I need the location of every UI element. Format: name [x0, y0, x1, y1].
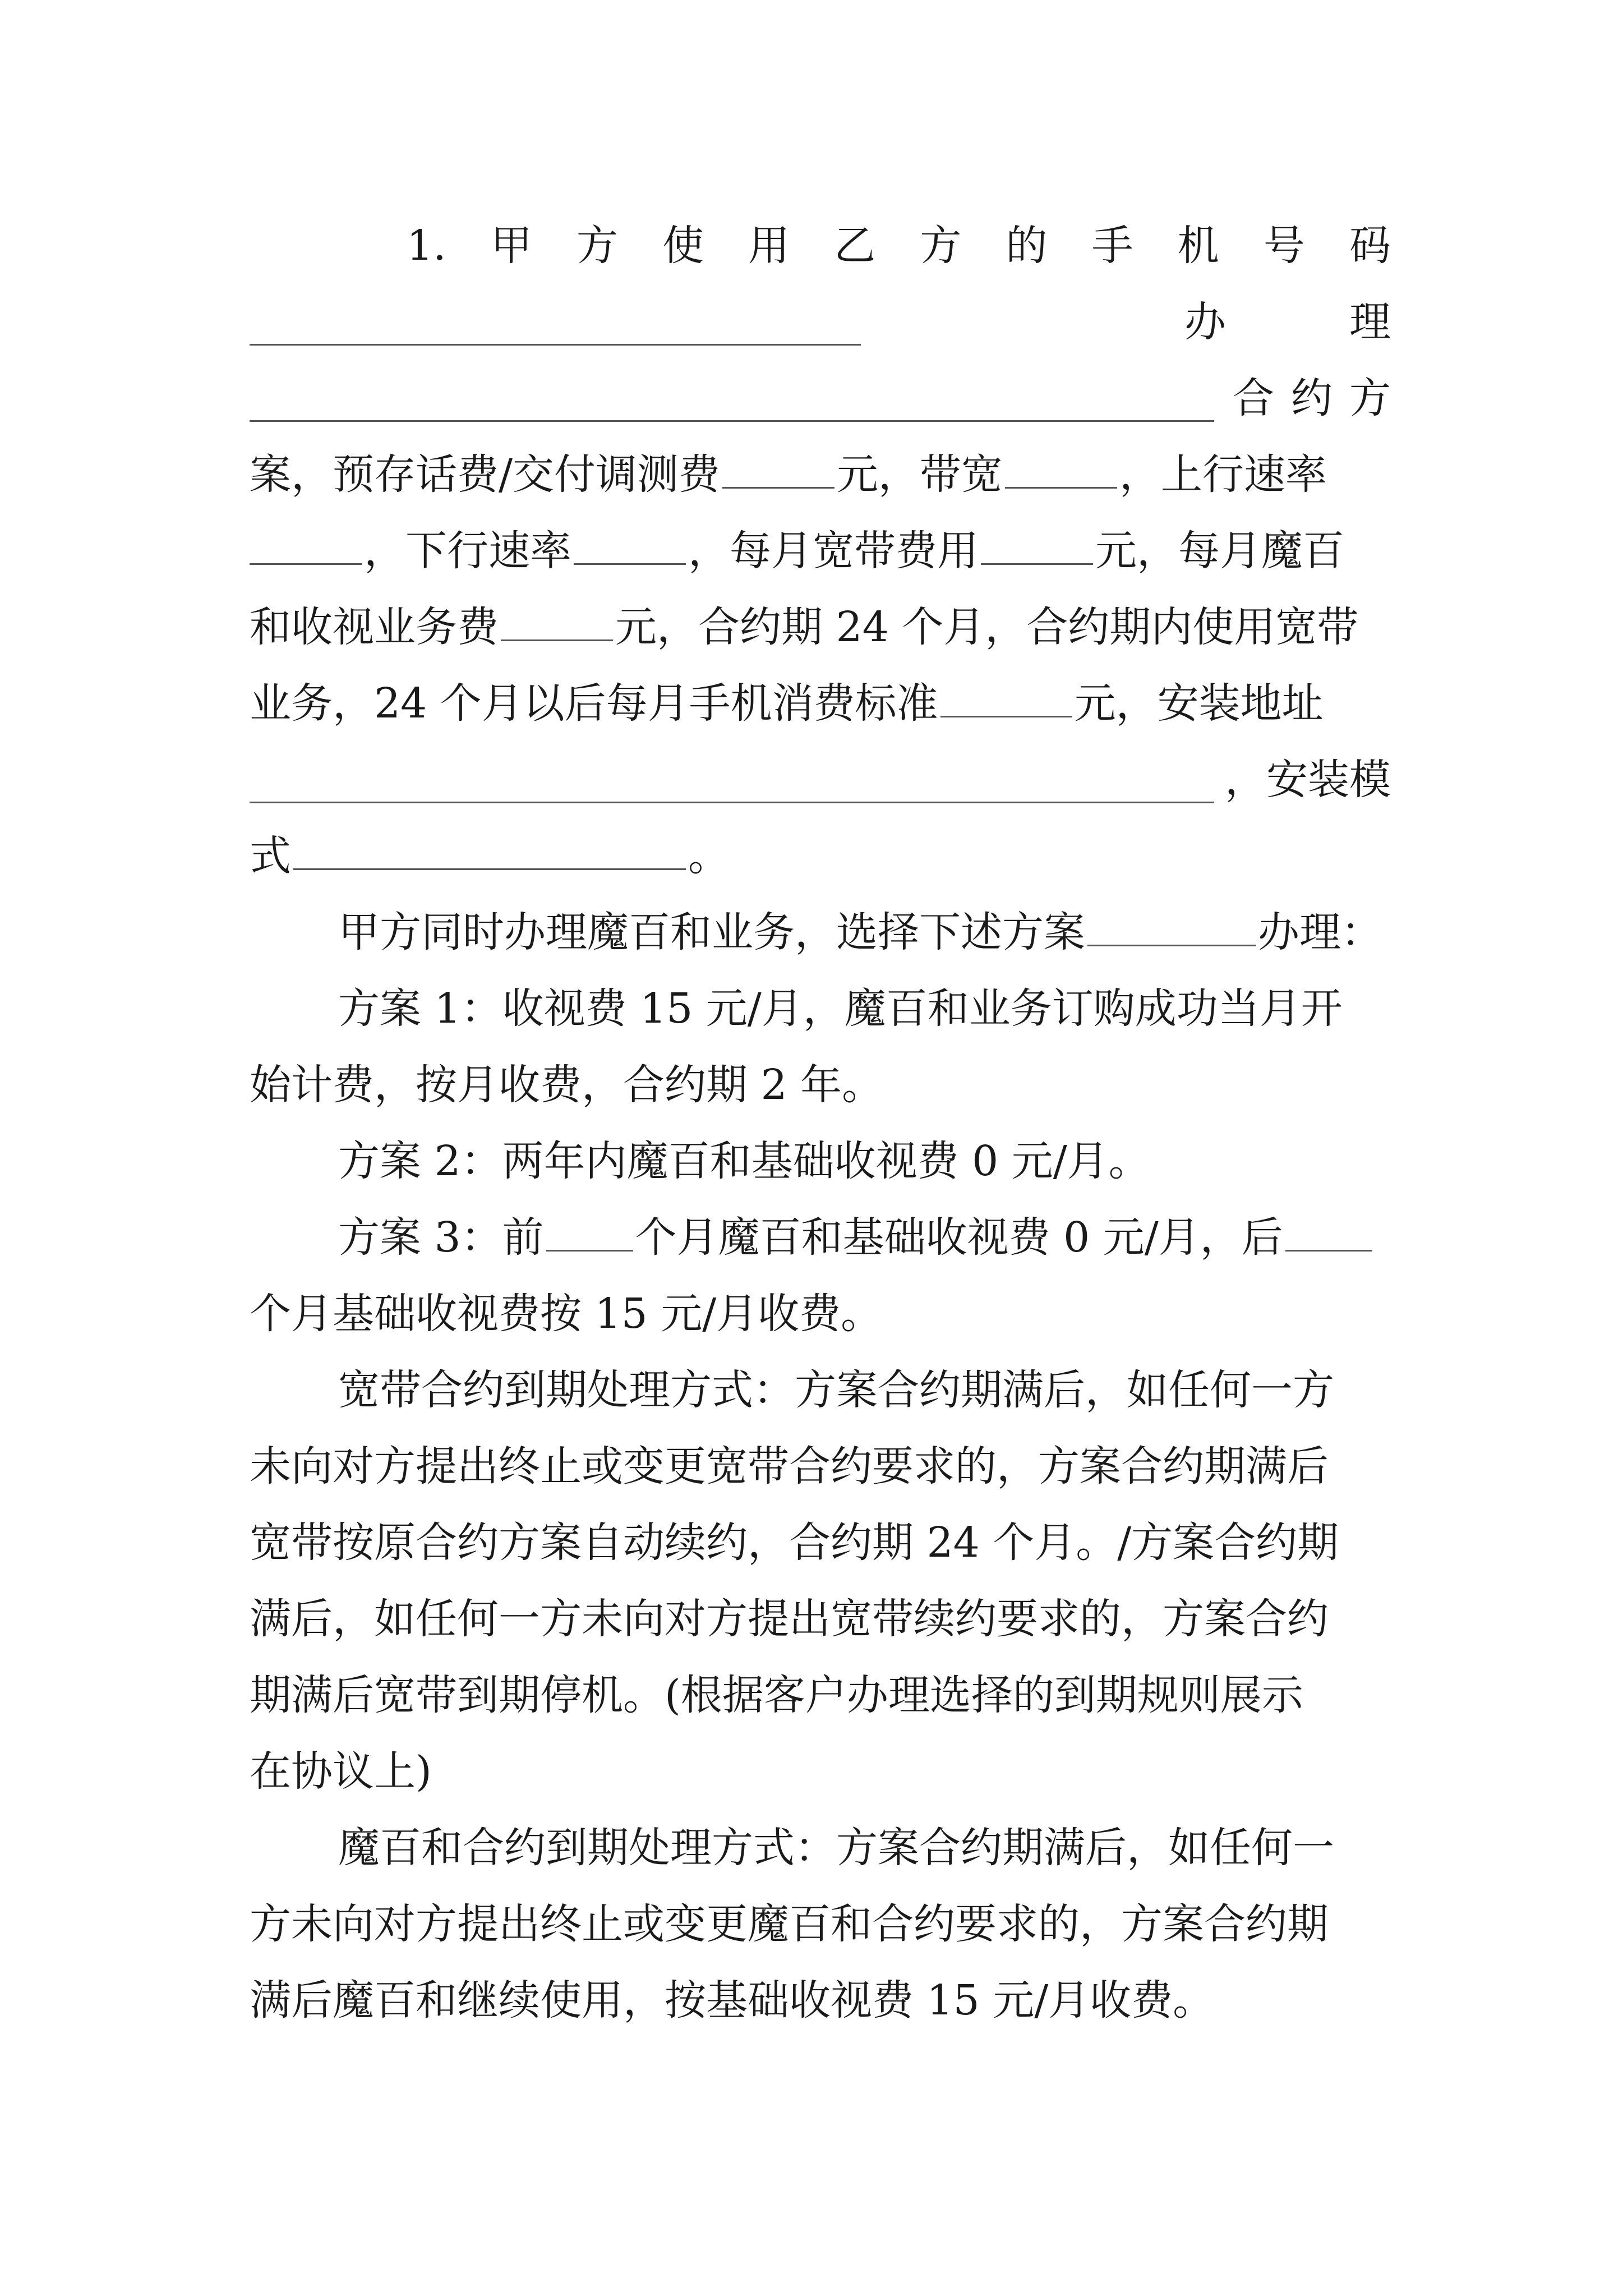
- broadband-expiry-line: 满后，如任何一方未向对方提出宽带续约要求的，方案合约: [250, 1595, 1329, 1643]
- mobaihe-expiry-line: 方未向对方提出终止或变更魔百和合约要求的，方案合约期: [250, 1900, 1329, 1948]
- prepaid-fee-blank[interactable]: [722, 442, 834, 489]
- clause-line-1: 1. 甲 方 使 用 乙 方 的 手 机 号 码: [407, 208, 1391, 284]
- phone-number-blank[interactable]: [250, 299, 861, 346]
- plan-choice-line: 甲方同时办理魔百和业务，选择下述方案 办理：: [338, 894, 1391, 970]
- clause-line-6: 和收视业务费 元，合约期 24 个月，合约期内使用宽带: [250, 589, 1391, 665]
- clause-number: 1.: [407, 222, 446, 270]
- broadband-expiry-line: 未向对方提出终止或变更宽带合约要求的，方案合约期满后: [250, 1442, 1329, 1490]
- mobaihe-expiry-line: 满后魔百和继续使用，按基础收视费 15 元/月收费。: [250, 1976, 1215, 2024]
- tv-service-fee-blank[interactable]: [501, 595, 613, 641]
- broadband-expiry-line: 期满后宽带到期停机。(根据客户办理选择的到期规则展示: [250, 1671, 1303, 1719]
- broadband-expiry-line: 宽带按原合约方案自动续约，合约期 24 个月。/方案合约期: [250, 1519, 1339, 1567]
- upload-rate-blank[interactable]: [250, 518, 362, 565]
- plan-name-blank[interactable]: [250, 375, 1214, 422]
- plan-1-line-1: 方案 1：收视费 15 元/月，魔百和业务订购成功当月开: [338, 984, 1343, 1033]
- plan-2-line: 方案 2：两年内魔百和基础收视费 0 元/月。: [338, 1137, 1150, 1185]
- broadband-expiry-line: 宽带合约到期处理方式：方案合约期满后，如任何一方: [338, 1366, 1334, 1414]
- plan-3-line-1: 方案 3：前 个月魔百和基础收视费 0 元/月，后: [338, 1199, 1391, 1276]
- clause-line-4: 案，预存话费/交付调测费 元，带宽 ，上行速率: [250, 436, 1391, 513]
- clause-line-8: ，安装模: [250, 742, 1391, 818]
- mobaihe-expiry-line: 魔百和合约到期处理方式：方案合约期满后，如任何一: [338, 1824, 1334, 1872]
- install-address-blank[interactable]: [250, 757, 1214, 803]
- install-mode-blank[interactable]: [293, 823, 686, 870]
- free-months-blank[interactable]: [546, 1205, 633, 1251]
- monthly-broadband-fee-blank[interactable]: [981, 518, 1093, 565]
- download-rate-blank[interactable]: [574, 518, 686, 565]
- plan-choice-blank[interactable]: [1087, 900, 1256, 946]
- paid-months-blank[interactable]: [1285, 1205, 1372, 1251]
- clause-line-7: 业务，24 个月以后每月手机消费标准 元，安装地址: [250, 665, 1391, 742]
- mobile-consumption-blank[interactable]: [940, 671, 1072, 717]
- clause-line-5: ，下行速率 ，每月宽带费用 元，每月魔百: [250, 513, 1391, 589]
- clause-line-9: 式 。: [250, 818, 1391, 894]
- broadband-expiry-line: 在协议上): [250, 1747, 432, 1796]
- bandwidth-blank[interactable]: [1005, 442, 1117, 489]
- plan-3-line-2: 个月基础收视费按 15 元/月收费。: [250, 1290, 883, 1338]
- clause-line-3: 合 约 方: [250, 360, 1391, 436]
- clause-line-2: 办 理: [250, 284, 1391, 360]
- plan-1-line-2: 始计费，按月收费，合约期 2 年。: [250, 1061, 884, 1109]
